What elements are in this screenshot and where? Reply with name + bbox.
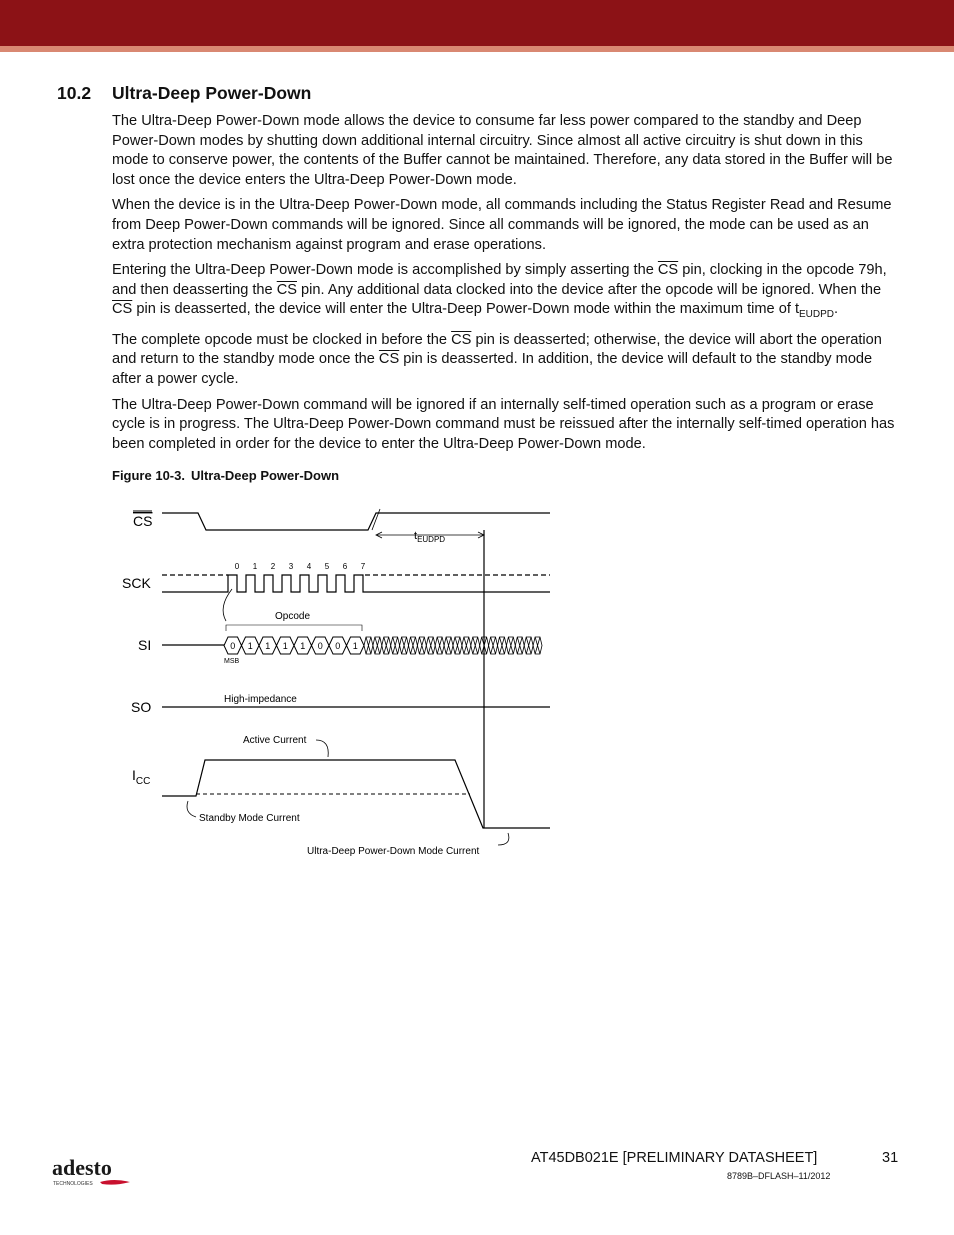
signal-si-label: SI bbox=[138, 637, 152, 653]
dont-care-cell bbox=[382, 637, 391, 654]
figure-label: Figure 10-3. bbox=[112, 468, 185, 483]
cs-overline: $\overline{CS}$ bbox=[276, 281, 297, 298]
high-impedance-label: High-impedance bbox=[224, 694, 297, 705]
p4-text-a: The complete opcode must be clocked in before the bbox=[112, 331, 452, 348]
dont-care-cell bbox=[400, 637, 409, 654]
cs-overline: $\overline{CS}$ bbox=[378, 351, 400, 368]
section-number: 10.2 bbox=[57, 83, 92, 103]
sck-waveform bbox=[162, 575, 550, 592]
signal-cs-label: CS bbox=[133, 513, 153, 529]
udpd-current-label: Ultra-Deep Power-Down Mode Current bbox=[307, 846, 480, 857]
dont-care-cell bbox=[506, 637, 515, 654]
opcode-label: Opcode bbox=[275, 611, 311, 622]
opcode-bit-label: 0 bbox=[230, 641, 236, 651]
paragraph-1: The Ultra-Deep Power-Down mode allows the device to consume far less power compared to the standby and Deep Power-Down modes by shutting down additional internal circuitry. Since almost all active circuitry is shut down in this mode to conserve power, the contents of the Buffer cannot be maintained. Therefore, any data stored in the Buffer will be lost once the device enters the Ultra-Deep Power-Down mode. bbox=[112, 113, 893, 188]
p3-text-c: pin. Any additional data clocked into the device after the opcode will be ignored. When the bbox=[297, 281, 882, 298]
signal-icc-label: $I_{CC}$ bbox=[132, 767, 151, 787]
dont-care-cell bbox=[417, 637, 426, 654]
udpd-current-arrow bbox=[498, 833, 509, 845]
dont-care-cell bbox=[489, 637, 498, 654]
header-stripe bbox=[0, 46, 954, 52]
header-bar bbox=[0, 0, 954, 46]
dont-care-cell bbox=[471, 637, 480, 654]
dont-care-cell bbox=[426, 637, 435, 654]
opcode-bit-label: 1 bbox=[352, 641, 358, 651]
timing-diagram bbox=[100, 495, 570, 865]
standby-current-label: Standby Mode Current bbox=[199, 813, 300, 824]
opcode-bit-label: 0 bbox=[317, 641, 323, 651]
section-heading: Ultra-Deep Power-Down bbox=[112, 83, 312, 103]
teudpd-subscript: EUDPD bbox=[799, 309, 835, 321]
opcode-bit-label: 1 bbox=[300, 641, 306, 651]
standby-current-arrow bbox=[187, 801, 196, 817]
figure-title: Ultra-Deep Power-Down bbox=[190, 468, 340, 483]
opcode-bit-label: 1 bbox=[265, 641, 271, 651]
adesto-logo bbox=[52, 1155, 142, 1189]
dont-care-cell bbox=[373, 637, 382, 654]
active-current-arrow bbox=[316, 740, 328, 757]
cs-overline: $\overline{CS}$ bbox=[657, 262, 679, 279]
paragraph-3 bbox=[112, 261, 902, 325]
opcode-bit-label: 1 bbox=[282, 641, 288, 651]
clock-number: 1 bbox=[252, 562, 258, 571]
cs-waveform bbox=[162, 513, 550, 530]
opcode-bit-label: 1 bbox=[247, 641, 253, 651]
teudpd-label: $t_{EUDPD}$ bbox=[414, 530, 446, 544]
svg-text:TECHNOLOGIES: TECHNOLOGIES bbox=[53, 1181, 93, 1187]
cs-overline: $\overline{CS}$ bbox=[451, 331, 472, 348]
clock-number: 7 bbox=[360, 562, 366, 571]
clock-number: 3 bbox=[288, 562, 294, 571]
body-text bbox=[112, 112, 902, 460]
dont-care-cells bbox=[364, 637, 542, 654]
p4-text-c: pin is deasserted. In addition, the device will default to the standby mode after a power cycle. bbox=[112, 351, 873, 388]
dont-care-cell bbox=[498, 637, 507, 654]
signal-so-label: SO bbox=[131, 699, 152, 715]
clock-number: 2 bbox=[270, 562, 276, 571]
p3-text-d: pin is deasserted, the device will enter the Ultra-Deep Power-Down mode within the maximum time of t bbox=[132, 301, 800, 318]
p4-text-b: pin is deasserted; otherwise, the device will abort the operation and return to the standby mode once the bbox=[112, 331, 882, 368]
clock-number: 4 bbox=[306, 562, 312, 571]
dont-care-cell bbox=[435, 637, 444, 654]
footer-doc-title: AT45DB021E [PRELIMINARY DATASHEET] bbox=[531, 1150, 818, 1166]
clock-numbers bbox=[235, 562, 366, 571]
dont-care-cell bbox=[453, 637, 462, 654]
dont-care-cell bbox=[444, 637, 453, 654]
paragraph-4 bbox=[112, 331, 902, 390]
cs-overline: $\overline{CS}$ bbox=[112, 301, 133, 318]
paragraph-5: The Ultra-Deep Power-Down command will be ignored if an internally self-timed operation such as a program or erase cycle is in progress. The Ultra-Deep Power-Down command must be reissued after the internally self-timed operation has been completed in order for the device to enter the Ultra-Deep Power-Down mode. bbox=[112, 396, 895, 452]
dont-care-cell bbox=[462, 637, 471, 654]
p3-text-b: pin, clocking in the opcode 79h, and then deasserting the bbox=[112, 262, 887, 298]
clock-callout-arrow bbox=[223, 589, 232, 621]
dont-care-cell bbox=[409, 637, 418, 654]
opcode-bit-label: 0 bbox=[335, 641, 341, 651]
dont-care-cell bbox=[533, 637, 542, 654]
clock-number: 6 bbox=[342, 562, 348, 571]
opcode-brace bbox=[226, 625, 362, 631]
paragraph-2: When the device is in the Ultra-Deep Power-Down mode, all commands including the Status Register Read and Resume from Deep Power-Down commands will be ignored. Since all commands will be ignored, the mode can be used as an extra protection mechanism against program and erase operations. bbox=[112, 197, 892, 253]
section-title bbox=[57, 83, 311, 104]
dont-care-cell bbox=[524, 637, 533, 654]
opcode-cells bbox=[224, 637, 364, 654]
p3-text-a: Entering the Ultra-Deep Power-Down mode is accomplished by simply asserting the bbox=[112, 262, 658, 279]
dont-care-cell bbox=[515, 637, 524, 654]
p3-text-e: . bbox=[834, 301, 839, 318]
active-current-label: Active Current bbox=[243, 735, 307, 746]
page-number: 31 bbox=[882, 1150, 899, 1166]
clock-number: 0 bbox=[234, 562, 240, 571]
footer-doc-code: 8789B–DFLASH–11/2012 bbox=[727, 1171, 831, 1181]
signal-sck-label: SCK bbox=[122, 575, 151, 591]
msb-label: MSB bbox=[224, 658, 240, 665]
clock-number: 5 bbox=[324, 562, 330, 571]
dont-care-cell bbox=[391, 637, 400, 654]
dont-care-cell bbox=[364, 637, 373, 654]
svg-text:adesto: adesto bbox=[52, 1155, 112, 1180]
figure-caption bbox=[112, 468, 339, 483]
